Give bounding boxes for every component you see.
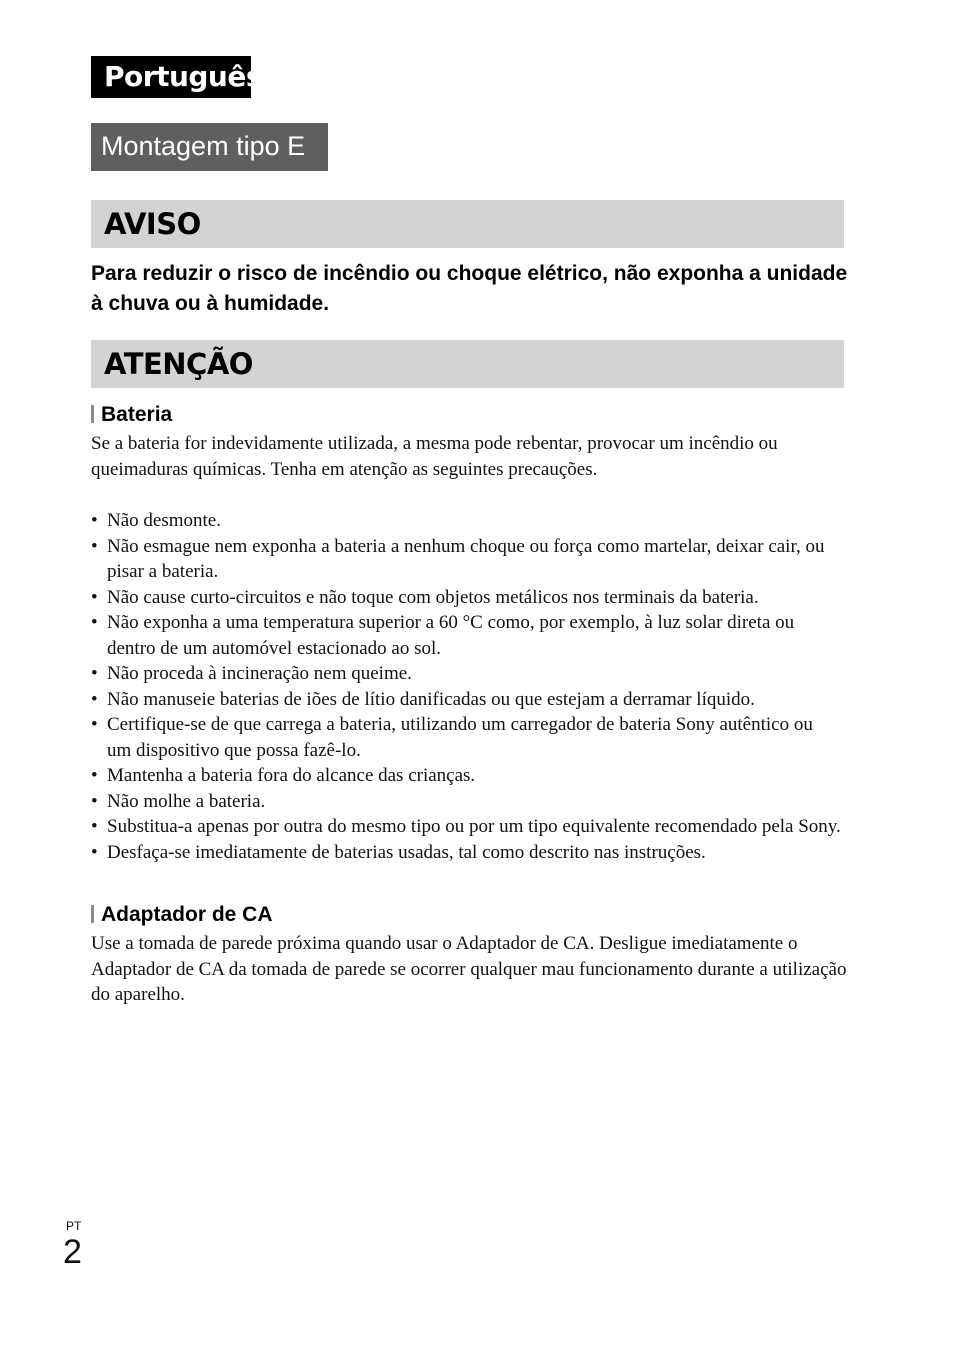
page-number: 2 [63,1233,82,1271]
list-item [91,840,841,866]
bullet-marker: • [91,765,98,786]
language-tab: Português [91,56,251,98]
list-item [91,508,841,534]
list-item [91,814,841,840]
bullet-marker: • [91,841,98,863]
adaptador-heading [91,902,273,928]
list-item [91,687,841,713]
mount-type-tab: Montagem tipo E [91,123,328,171]
bullet-marker: • [91,510,98,531]
bateria-heading [91,402,172,428]
list-item-text: Não cause curto-circuitos e não toque com objetos metálicos nos terminais da bateria. [107,586,759,608]
bateria-precautions-list [91,508,841,865]
bullet-marker: • [91,790,98,812]
bullet-marker: • [91,612,98,633]
list-item-text: Substitua-a apenas por outra do mesmo tipo ou por um tipo equivalente recomendado pela Sony. [107,816,841,837]
list-item [91,610,841,661]
aviso-warning-text: Para reduzir o risco de incêndio ou choque elétrico, não exponha a unidade à chuva ou à humidade. [91,262,848,315]
list-item-text: Não molhe a bateria. [107,790,266,812]
atencao-section-title: ATENÇÃO [91,340,844,388]
list-item-text: Certifique-se de que carrega a bateria, utilizando um carregador de bateria Sony autêntico ou um dispositivo que possa fazê-lo. [107,714,813,761]
bullet-marker: • [91,688,98,710]
page-language-code: PT [66,1219,82,1233]
bullet-marker: • [91,714,98,735]
list-item [91,534,841,585]
list-item [91,712,841,763]
heading-marker [91,405,94,423]
aviso-section-title: AVISO [91,200,844,248]
list-item [91,661,841,687]
bateria-heading-text: Bateria [101,403,173,426]
list-item-text: Não desmonte. [107,510,221,531]
list-item-text: Não esmague nem exponha a bateria a nenhum choque ou força como martelar, deixar cair, ou pisar a bateria. [107,535,825,582]
bullet-marker: • [91,816,98,837]
list-item-text: Não manuseie baterias de iões de lítio danificadas ou que estejam a derramar líquido. [107,688,755,710]
bullet-marker: • [91,535,98,557]
list-item-text: Não proceda à incineração nem queime. [107,663,412,684]
adaptador-text: Use a tomada de parede próxima quando usar o Adaptador de CA. Desligue imediatamente o Adaptador de CA da tomada de parede se ocorrer qualquer mau funcionamento durante a utilização do aparelho. [91,933,847,1005]
bullet-marker: • [91,586,98,608]
adaptador-heading-text: Adaptador de CA [101,903,273,926]
list-item [91,789,841,815]
bateria-intro: Se a bateria for indevidamente utilizada, a mesma pode rebentar, provocar um incêndio ou queimaduras químicas. Tenha em atenção as seguintes precauções. [91,433,778,480]
heading-marker [91,905,94,923]
list-item-text: Desfaça-se imediatamente de baterias usadas, tal como descrito nas instruções. [107,841,706,863]
list-item [91,763,841,789]
list-item-text: Não exponha a uma temperatura superior a 60 °C como, por exemplo, à luz solar direta ou dentro de um automóvel estacionado ao sol. [107,612,795,659]
bullet-marker: • [91,663,98,684]
list-item-text: Mantenha a bateria fora do alcance das crianças. [107,765,476,786]
list-item [91,585,841,611]
